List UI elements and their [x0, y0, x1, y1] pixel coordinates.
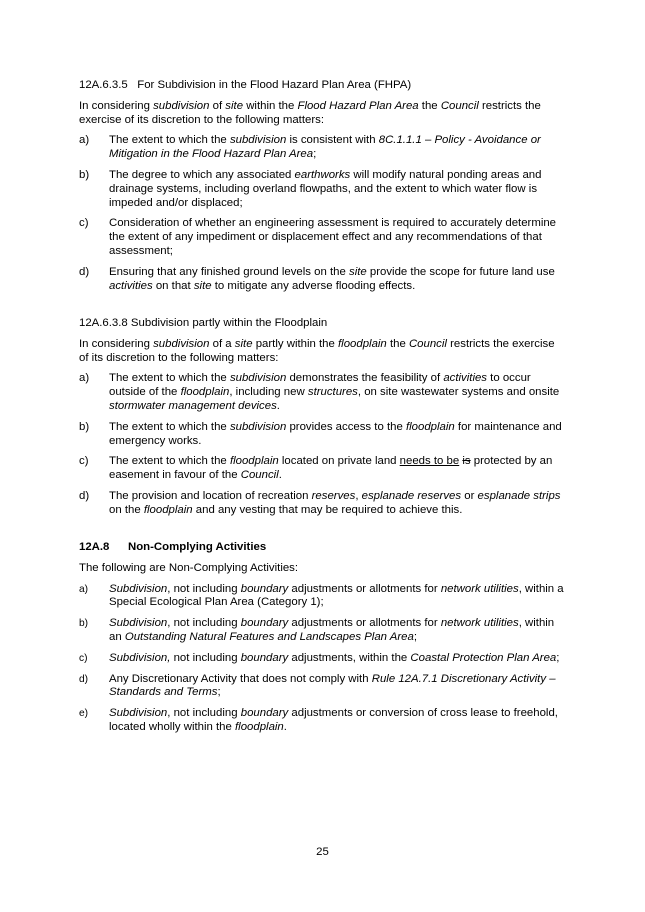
list-text: Subdivision, not including boundary adjustments or allotments for network utilities, within an Outstanding Natural Features and Landscapes Plan Area; [109, 617, 555, 643]
heading-title: Non-Complying Activities [128, 541, 267, 553]
list-label: e) [79, 708, 89, 720]
section-heading: 12A.6.3.8 Subdivision partly within the Floodplain [79, 317, 328, 329]
list-text: The degree to which any associated earthworks will modify natural ponding areas and drainage systems, including overland flowpaths, and the extent to which water flow is impeded and/or displaced; [109, 168, 542, 209]
list-item [79, 169, 565, 210]
list-label: a) [79, 583, 89, 595]
list-item [79, 673, 565, 701]
section-heading [79, 541, 565, 555]
list-text: Any Discretionary Activity that does not comply with Rule 12A.7.1 Discretionary Activity – Standards and Terms; [109, 672, 556, 699]
section-intro: In considering subdivision of site within the Flood Hazard Plan Area the Council restricts the exercise of its discretion to the following matters: [79, 99, 541, 126]
list-item [79, 707, 565, 735]
list-label: d) [79, 265, 90, 278]
list-item [79, 652, 565, 666]
list-item [79, 455, 565, 483]
matters-list [79, 372, 565, 517]
list-label: d) [79, 673, 89, 685]
list-item [79, 490, 565, 518]
policy-reference: 8C.1.1.1 – Policy - Avoidance or Mitigation in the Flood Hazard Plan Area [109, 134, 541, 161]
page-number: 25 [316, 846, 329, 858]
list-text: Ensuring that any finished ground levels on the site provide the scope for future land use activities on that site to mitigate any adverse flooding effects. [109, 265, 555, 292]
list-text: The extent to which the subdivision provides access to the floodplain for maintenance and emergency works. [109, 420, 562, 447]
list-item [79, 217, 565, 258]
list-item [79, 617, 565, 645]
list-text: The extent to which the subdivision is consistent with 8C.1.1.1 – Policy - Avoidance or Mitigation in the Flood Hazard Plan Area; [109, 134, 541, 161]
list-text: Subdivision, not including boundary adjustments or allotments for network utilities, within a Special Ecological Plan Area (Category 1); [109, 582, 564, 609]
list-text: The extent to which the subdivision demonstrates the feasibility of activities to occur outside of the floodplain, including new structures, on site wastewater systems and onsite stormwater management devices. [109, 372, 560, 412]
list-text: The provision and location of recreation reserves, esplanade reserves or esplanade strips on the floodplain and any vesting that may be required to achieve this. [109, 489, 561, 516]
section-noncomplying [79, 541, 565, 742]
heading-number: 12A.8 [79, 541, 110, 553]
deleted-text: is [462, 455, 471, 468]
list-label: c) [79, 652, 88, 664]
list-label: b) [79, 168, 90, 181]
inserted-text: needs to be [399, 455, 460, 468]
list-text: The extent to which the floodplain located on private land needs to be is protected by an easement in favour of the Council. [109, 455, 553, 482]
list-item [79, 583, 565, 611]
list-item [79, 372, 565, 413]
section-heading: 12A.6.3.5 For Subdivision in the Flood Hazard Plan Area (FHPA) [79, 79, 412, 91]
list-item [79, 421, 565, 449]
list-text: Subdivision, not including boundary adjustments or conversion of cross lease to freehold, located wholly within the floodplain. [109, 707, 558, 733]
list-label: d) [79, 489, 90, 502]
list-text: Subdivision, not including boundary adjustments, within the Coastal Protection Plan Area; [109, 651, 560, 664]
section-intro: In considering subdivision of a site partly within the floodplain the Council restricts the exercise of its discretion to the following matters: [79, 337, 555, 364]
section-intro: The following are Non-Complying Activities: [79, 561, 299, 574]
list-label: b) [79, 618, 89, 630]
activities-list [79, 583, 565, 735]
list-label: a) [79, 134, 90, 147]
list-label: b) [79, 420, 90, 433]
list-item [79, 266, 565, 294]
list-label: c) [79, 217, 89, 230]
list-text: Consideration of whether an engineering assessment is required to accurately determine the extent of any impediment or displacement effect and any recommendations of that assessment; [109, 217, 557, 257]
list-label: a) [79, 372, 90, 385]
list-label: c) [79, 455, 89, 468]
matters-list [79, 134, 565, 293]
section-fhpa [79, 79, 565, 300]
section-floodplain [79, 317, 565, 525]
list-item [79, 134, 565, 162]
